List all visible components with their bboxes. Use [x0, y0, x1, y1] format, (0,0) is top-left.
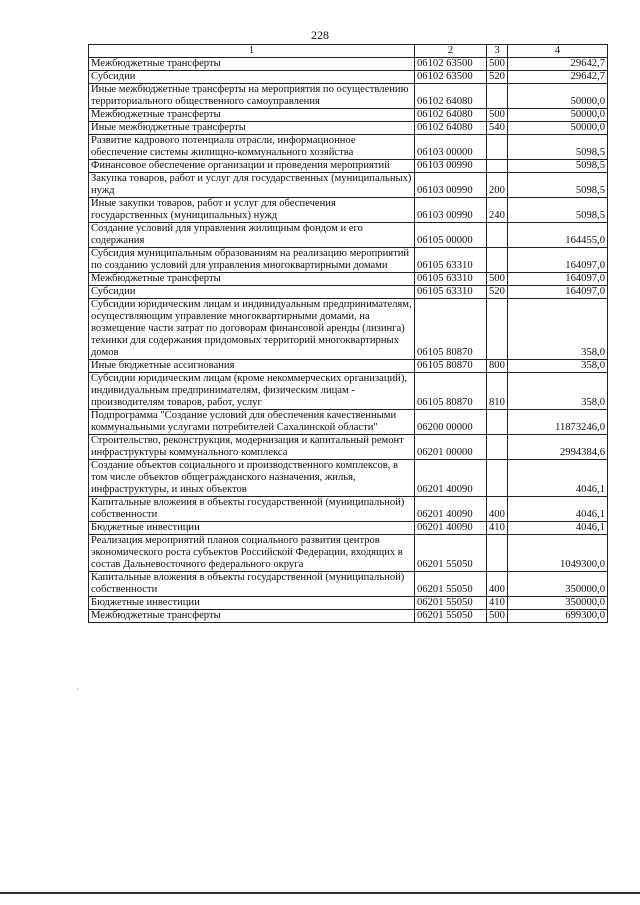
- header-col-3: 3: [487, 45, 508, 58]
- row-expense-type: [487, 410, 508, 435]
- page-number: 228: [311, 28, 329, 42]
- row-expense-type: 500: [487, 610, 508, 623]
- row-amount: 358,0: [508, 360, 608, 373]
- row-name: Иные бюджетные ассигнования: [89, 360, 415, 373]
- row-amount: 5098,5: [508, 173, 608, 198]
- table-row: [89, 160, 608, 173]
- row-expense-type: [487, 84, 508, 109]
- row-code: 06200 00000: [415, 410, 487, 435]
- row-name: Субсидии юридическим лицам и индивидуальным предпринимателям, осуществляющим управление многоквартирными домами, на возмещение части затрат по договорам финансовой аренды (лизинга) техники для содержания придомовых территорий многоквартирных домов: [89, 299, 415, 360]
- row-expense-type: 500: [487, 58, 508, 71]
- table-row: [89, 84, 608, 109]
- row-name: Бюджетные инвестиции: [89, 597, 415, 610]
- row-amount: 4046,1: [508, 497, 608, 522]
- row-name: Межбюджетные трансферты: [89, 273, 415, 286]
- row-amount: 2994384,6: [508, 435, 608, 460]
- row-name: Субсидии: [89, 71, 415, 84]
- row-expense-type: 810: [487, 373, 508, 410]
- row-amount: 29642,7: [508, 58, 608, 71]
- row-name: Закупка товаров, работ и услуг для государственных (муниципальных) нужд: [89, 173, 415, 198]
- row-expense-type: [487, 248, 508, 273]
- row-code: 06201 55050: [415, 535, 487, 572]
- row-code: 06201 40090: [415, 522, 487, 535]
- row-name: Подпрограмма "Создание условий для обеспечения качественными коммунальными услугами потребителей Сахалинской области": [89, 410, 415, 435]
- table-row: [89, 299, 608, 360]
- row-code: 06102 64080: [415, 109, 487, 122]
- row-code: 06201 40090: [415, 460, 487, 497]
- row-code: 06105 80870: [415, 360, 487, 373]
- row-amount: 5098,5: [508, 135, 608, 160]
- row-name: Создание объектов социального и производственного комплексов, в том числе объектов общегражданского назначения, жилья, инфраструктуры, и иных объектов: [89, 460, 415, 497]
- row-code: 06105 63310: [415, 248, 487, 273]
- table-row: [89, 122, 608, 135]
- row-expense-type: 410: [487, 522, 508, 535]
- row-name: Финансовое обеспечение организации и проведения мероприятий: [89, 160, 415, 173]
- row-code: 06201 55050: [415, 597, 487, 610]
- row-amount: 1049300,0: [508, 535, 608, 572]
- row-amount: 164097,0: [508, 248, 608, 273]
- row-amount: 358,0: [508, 373, 608, 410]
- row-amount: 358,0: [508, 299, 608, 360]
- row-name: Иные межбюджетные трансферты на мероприятия по осуществлению территориального общественного самоуправления: [89, 84, 415, 109]
- table-row: [89, 373, 608, 410]
- row-code: 06102 63500: [415, 71, 487, 84]
- row-amount: 5098,5: [508, 160, 608, 173]
- row-expense-type: [487, 460, 508, 497]
- row-amount: 50000,0: [508, 122, 608, 135]
- table-row: [89, 435, 608, 460]
- budget-table: [88, 44, 608, 623]
- margin-mark: ·: [76, 684, 79, 694]
- row-amount: 350000,0: [508, 572, 608, 597]
- row-expense-type: 410: [487, 597, 508, 610]
- row-expense-type: 400: [487, 572, 508, 597]
- row-amount: 164097,0: [508, 273, 608, 286]
- row-expense-type: [487, 160, 508, 173]
- table-row: [89, 597, 608, 610]
- row-name: Реализация мероприятий планов социального развития центров экономического роста субъектов Российской Федерации, входящих в состав Дальневосточного федерального округа: [89, 535, 415, 572]
- header-col-4: 4: [508, 45, 608, 58]
- row-expense-type: [487, 223, 508, 248]
- row-name: Субсидия муниципальным образованиям на реализацию мероприятий по созданию условий для управления многоквартирными домами: [89, 248, 415, 273]
- row-code: 06103 00990: [415, 198, 487, 223]
- table-row: [89, 198, 608, 223]
- row-code: 06103 00990: [415, 173, 487, 198]
- row-amount: 5098,5: [508, 198, 608, 223]
- row-expense-type: [487, 299, 508, 360]
- row-name: Капитальные вложения в объекты государственной (муниципальной) собственности: [89, 572, 415, 597]
- table-row: [89, 109, 608, 122]
- row-name: Межбюджетные трансферты: [89, 58, 415, 71]
- table-row: [89, 535, 608, 572]
- table-row: [89, 572, 608, 597]
- row-name: Иные закупки товаров, работ и услуг для обеспечения государственных (муниципальных) нужд: [89, 198, 415, 223]
- table-row: [89, 522, 608, 535]
- row-expense-type: [487, 435, 508, 460]
- table-row: [89, 248, 608, 273]
- row-amount: 29642,7: [508, 71, 608, 84]
- row-code: 06105 80870: [415, 373, 487, 410]
- row-name: Межбюджетные трансферты: [89, 109, 415, 122]
- table-row: [89, 497, 608, 522]
- table-row: [89, 135, 608, 160]
- header-col-2: 2: [415, 45, 487, 58]
- row-expense-type: 400: [487, 497, 508, 522]
- row-name: Строительство, реконструкция, модернизация и капитальный ремонт инфраструктуры коммунального комплекса: [89, 435, 415, 460]
- row-code: 06102 63500: [415, 58, 487, 71]
- row-code: 06105 63310: [415, 273, 487, 286]
- row-expense-type: 520: [487, 71, 508, 84]
- header-col-1: 1: [89, 45, 415, 58]
- row-name: Бюджетные инвестиции: [89, 522, 415, 535]
- row-amount: 164455,0: [508, 223, 608, 248]
- table-row: [89, 610, 608, 623]
- row-expense-type: 500: [487, 273, 508, 286]
- row-code: 06105 80870: [415, 299, 487, 360]
- row-name: Межбюджетные трансферты: [89, 610, 415, 623]
- row-amount: 11873246,0: [508, 410, 608, 435]
- row-code: 06201 40090: [415, 497, 487, 522]
- row-amount: 50000,0: [508, 109, 608, 122]
- table-row: [89, 173, 608, 198]
- table-row: [89, 460, 608, 497]
- row-amount: 4046,1: [508, 460, 608, 497]
- row-name: Капитальные вложения в объекты государственной (муниципальной) собственности: [89, 497, 415, 522]
- row-expense-type: 240: [487, 198, 508, 223]
- row-amount: 50000,0: [508, 84, 608, 109]
- row-name: Субсидии юридическим лицам (кроме некоммерческих организаций), индивидуальным предпринимателям, физическим лицам - производителям товаров, работ, услуг: [89, 373, 415, 410]
- table-row: [89, 223, 608, 248]
- table-row: [89, 71, 608, 84]
- budget-table-body: [89, 45, 608, 623]
- row-expense-type: [487, 135, 508, 160]
- row-code: 06103 00990: [415, 160, 487, 173]
- row-name: Создание условий для управления жилищным фондом и его содержания: [89, 223, 415, 248]
- table-row: [89, 286, 608, 299]
- row-amount: 164097,0: [508, 286, 608, 299]
- row-name: Иные межбюджетные трансферты: [89, 122, 415, 135]
- row-expense-type: 540: [487, 122, 508, 135]
- table-row: [89, 360, 608, 373]
- row-code: 06105 63310: [415, 286, 487, 299]
- bottom-rule: [0, 892, 640, 894]
- row-amount: 350000,0: [508, 597, 608, 610]
- row-expense-type: 500: [487, 109, 508, 122]
- row-expense-type: 200: [487, 173, 508, 198]
- row-code: 06201 55050: [415, 572, 487, 597]
- row-code: 06103 00000: [415, 135, 487, 160]
- row-expense-type: 520: [487, 286, 508, 299]
- row-code: 06102 64080: [415, 122, 487, 135]
- table-row: [89, 58, 608, 71]
- header-row: [89, 45, 608, 58]
- table-row: [89, 273, 608, 286]
- row-code: 06201 55050: [415, 610, 487, 623]
- row-code: 06201 00000: [415, 435, 487, 460]
- row-amount: 699300,0: [508, 610, 608, 623]
- table-row: [89, 410, 608, 435]
- row-code: 06102 64080: [415, 84, 487, 109]
- row-name: Развитие кадрового потенциала отрасли, информационное обеспечение системы жилищно-коммунального хозяйства: [89, 135, 415, 160]
- row-name: Субсидии: [89, 286, 415, 299]
- row-expense-type: [487, 535, 508, 572]
- row-amount: 4046,1: [508, 522, 608, 535]
- row-code: 06105 00000: [415, 223, 487, 248]
- row-expense-type: 800: [487, 360, 508, 373]
